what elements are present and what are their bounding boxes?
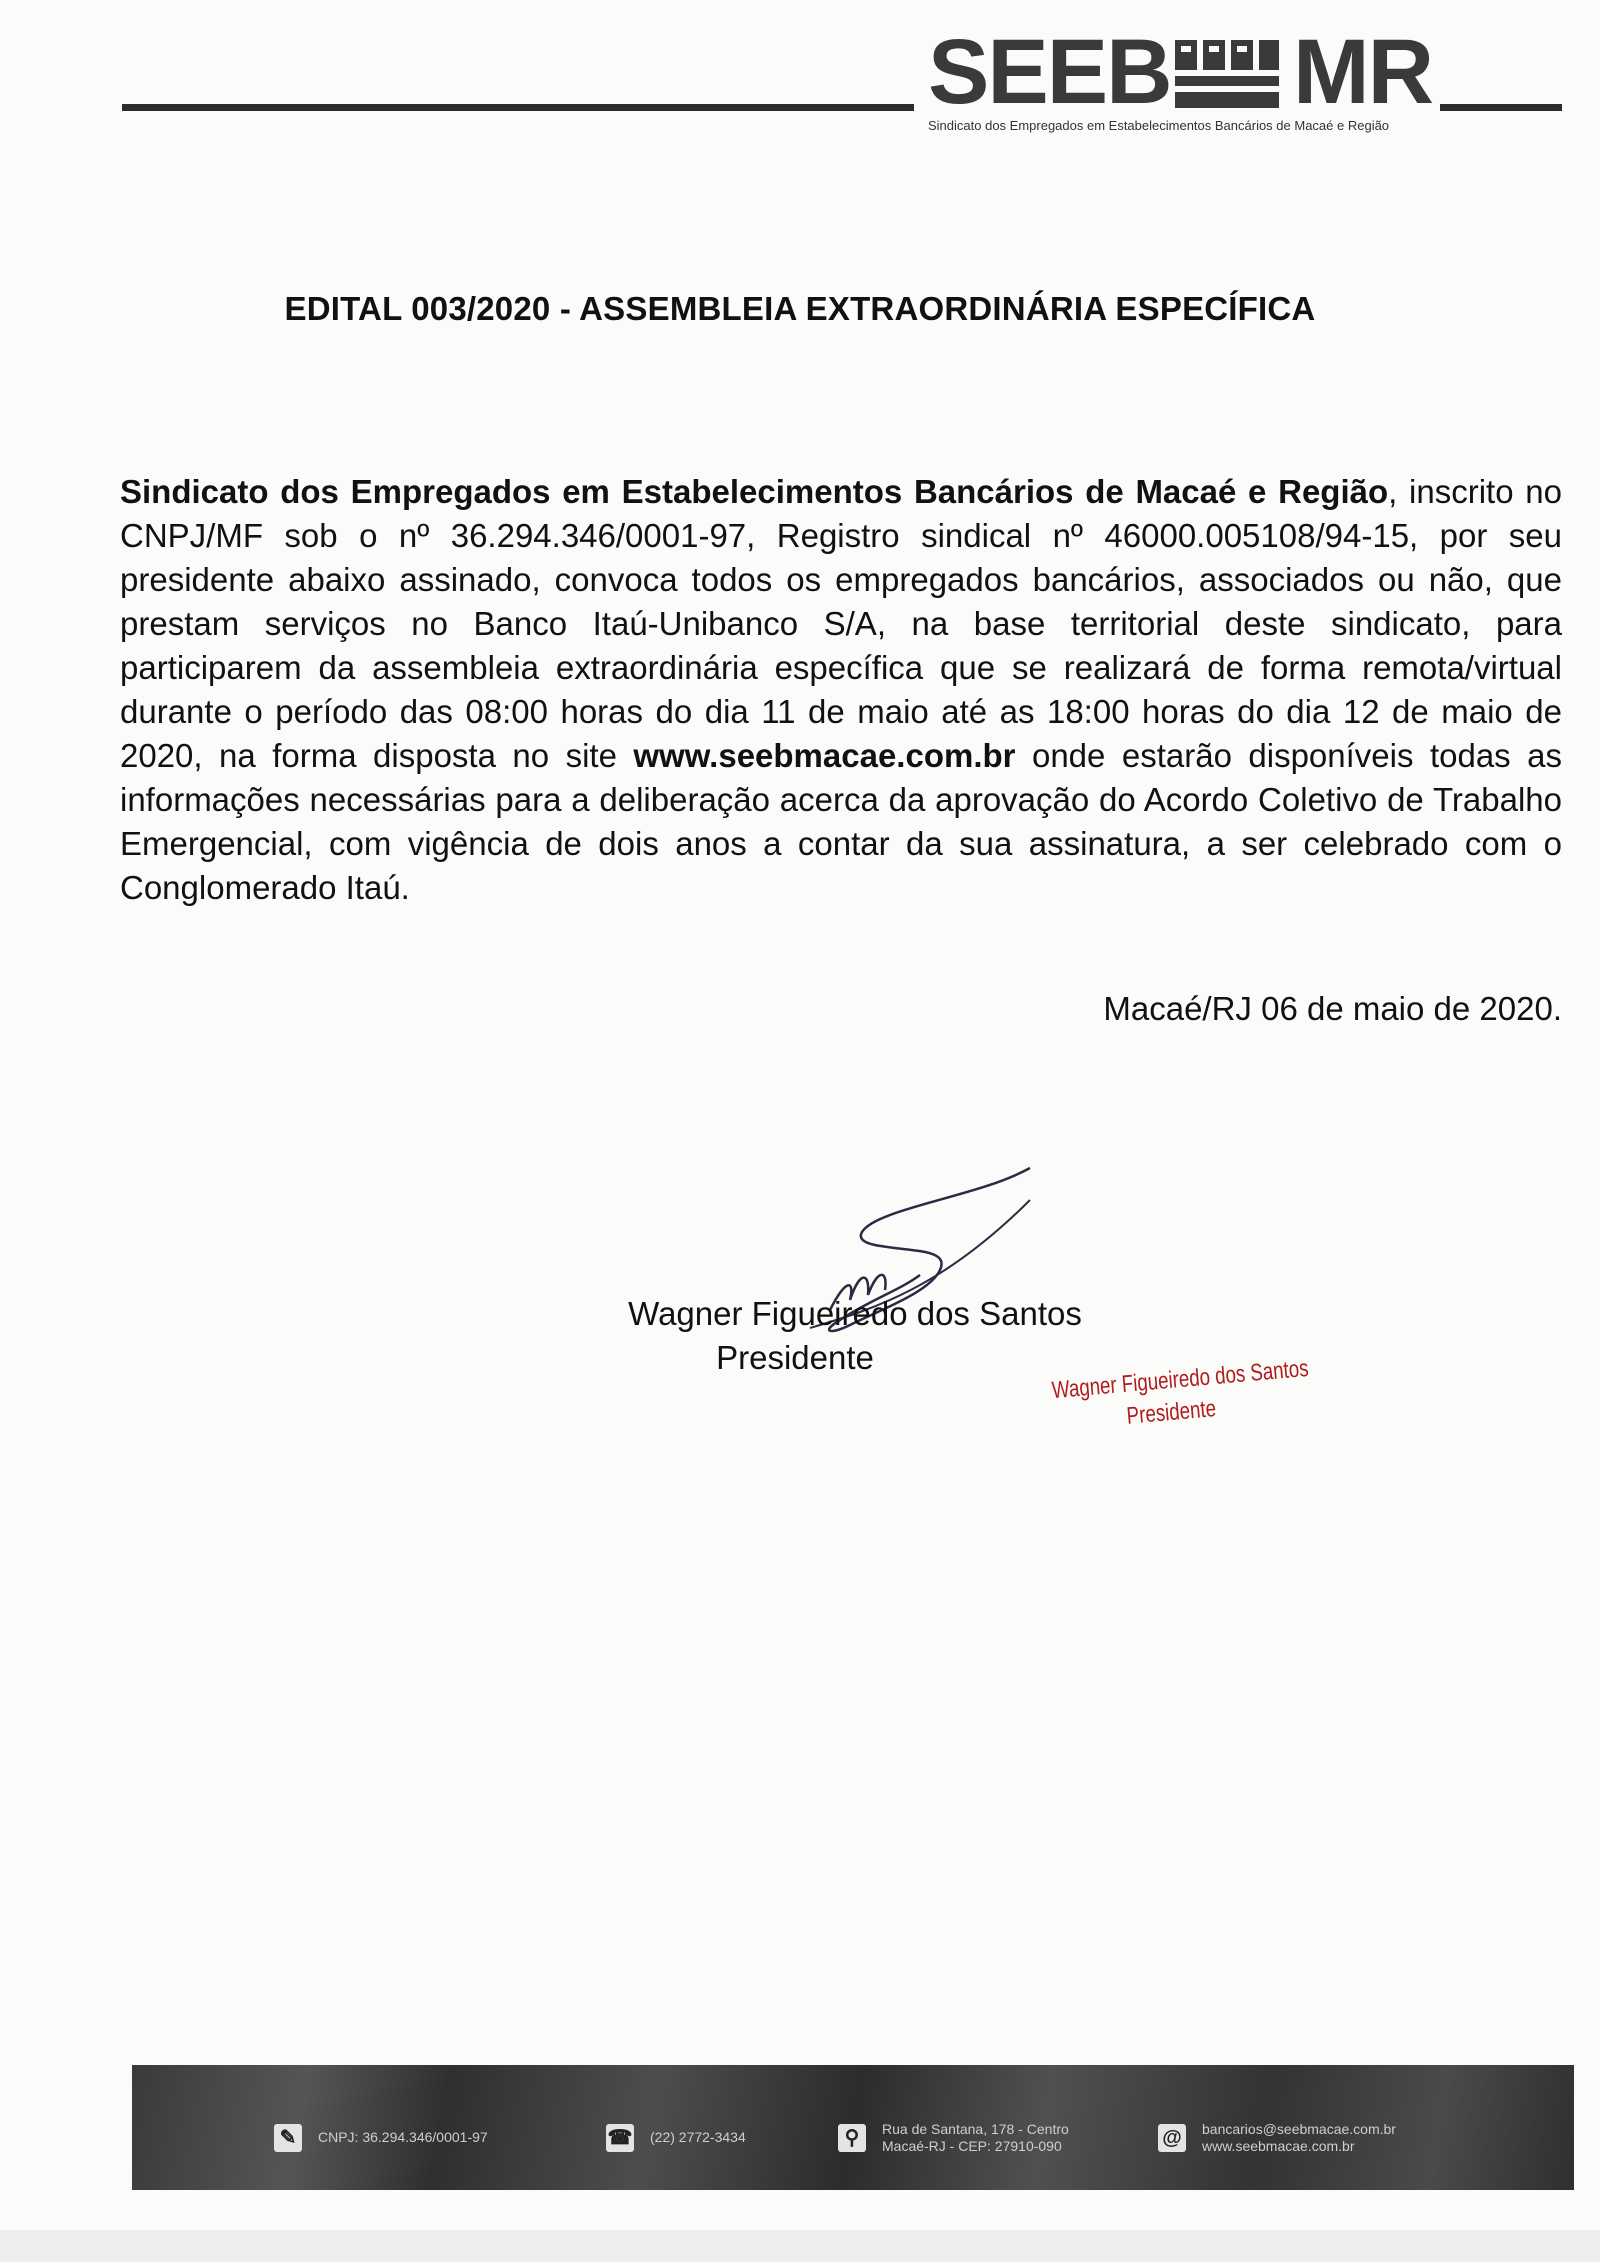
footer-site: www.seebmacae.com.br: [1202, 2137, 1355, 2154]
body-text-part2: onde estarão disponíveis todas as informações necessárias para a deliberação acerca da aprovação do Acordo Coletivo de Trabalho Emergencial, com vigência de dois anos a contar da sua assinatura, a ser celebrado com o Conglomerado Itaú.: [120, 737, 1562, 906]
header-rule-right: [1440, 104, 1562, 111]
footer-address-line2: Macaé-RJ - CEP: 27910-090: [882, 2137, 1062, 2154]
logo-building-icon: [1173, 38, 1281, 110]
scan-edge-band: [0, 2230, 1600, 2262]
body-text-part1: , inscrito no CNPJ/MF sob o nº 36.294.346/0001-97, Registro sindical nº 46000.005108/94-15, por seu presidente abaixo assinado, convoca todos os empregados bancários, associados ou não, que prestam serviços no Banco Itaú-Unibanco S/A, na base territorial deste sindicato, para participarem da assembleia extraordinária específica que se realizará de forma remota/virtual durante o período das 08:00 horas do dia 11 de maio até as 18:00 horas do dia 12 de maio de 2020, na forma disposta no site: [120, 473, 1562, 774]
signatory-block: [0, 1292, 1590, 1380]
footer-address-text: [882, 2121, 1069, 2155]
logo-text-right: MR: [1293, 21, 1433, 123]
stamp-name: Wagner Figueiredo dos Santos: [1050, 1354, 1310, 1405]
footer-address-line1: Rua de Santana, 178 - Centro: [882, 2120, 1069, 2137]
document-title: EDITAL 003/2020 - ASSEMBLEIA EXTRAORDINÁRIA ESPECÍFICA: [284, 290, 1316, 327]
footer-phone-text: (22) 2772-3434: [650, 2129, 746, 2145]
body-paragraph: [120, 470, 1562, 910]
footer-contact-text: [1202, 2121, 1396, 2155]
footer-bar: [132, 2065, 1574, 2190]
location-pin-icon: ⚲: [838, 2124, 866, 2152]
footer-email: bancarios@seebmacae.com.br: [1202, 2120, 1396, 2137]
header-rule-left: [122, 104, 914, 111]
footer-phone: [606, 2075, 746, 2200]
signatory-name: Wagner Figueiredo dos Santos: [628, 1295, 1082, 1332]
seeb-mr-logo: [928, 18, 1433, 138]
footer-cnpj: [274, 2075, 488, 2200]
footer-contact: [1158, 2075, 1396, 2200]
footer-cnpj-text: CNPJ: 36.294.346/0001-97: [318, 2129, 488, 2145]
footer-address: [838, 2075, 1069, 2200]
at-sign-icon: @: [1158, 2124, 1186, 2152]
signatory-role: Presidente: [716, 1339, 874, 1376]
date-line: Macaé/RJ 06 de maio de 2020.: [1103, 990, 1562, 1027]
website-link: www.seebmacae.com.br: [633, 737, 1016, 774]
stamp-role: Presidente: [1125, 1395, 1218, 1430]
logo-subtitle: Sindicato dos Empregados em Estabelecimentos Bancários de Macaé e Região: [928, 118, 1390, 133]
telephone-icon: ☎: [606, 2124, 634, 2152]
org-name: Sindicato dos Empregados em Estabelecimentos Bancários de Macaé e Região: [120, 473, 1389, 510]
logo-text-left: SEEB: [928, 21, 1171, 123]
clipboard-icon: ✎: [274, 2124, 302, 2152]
